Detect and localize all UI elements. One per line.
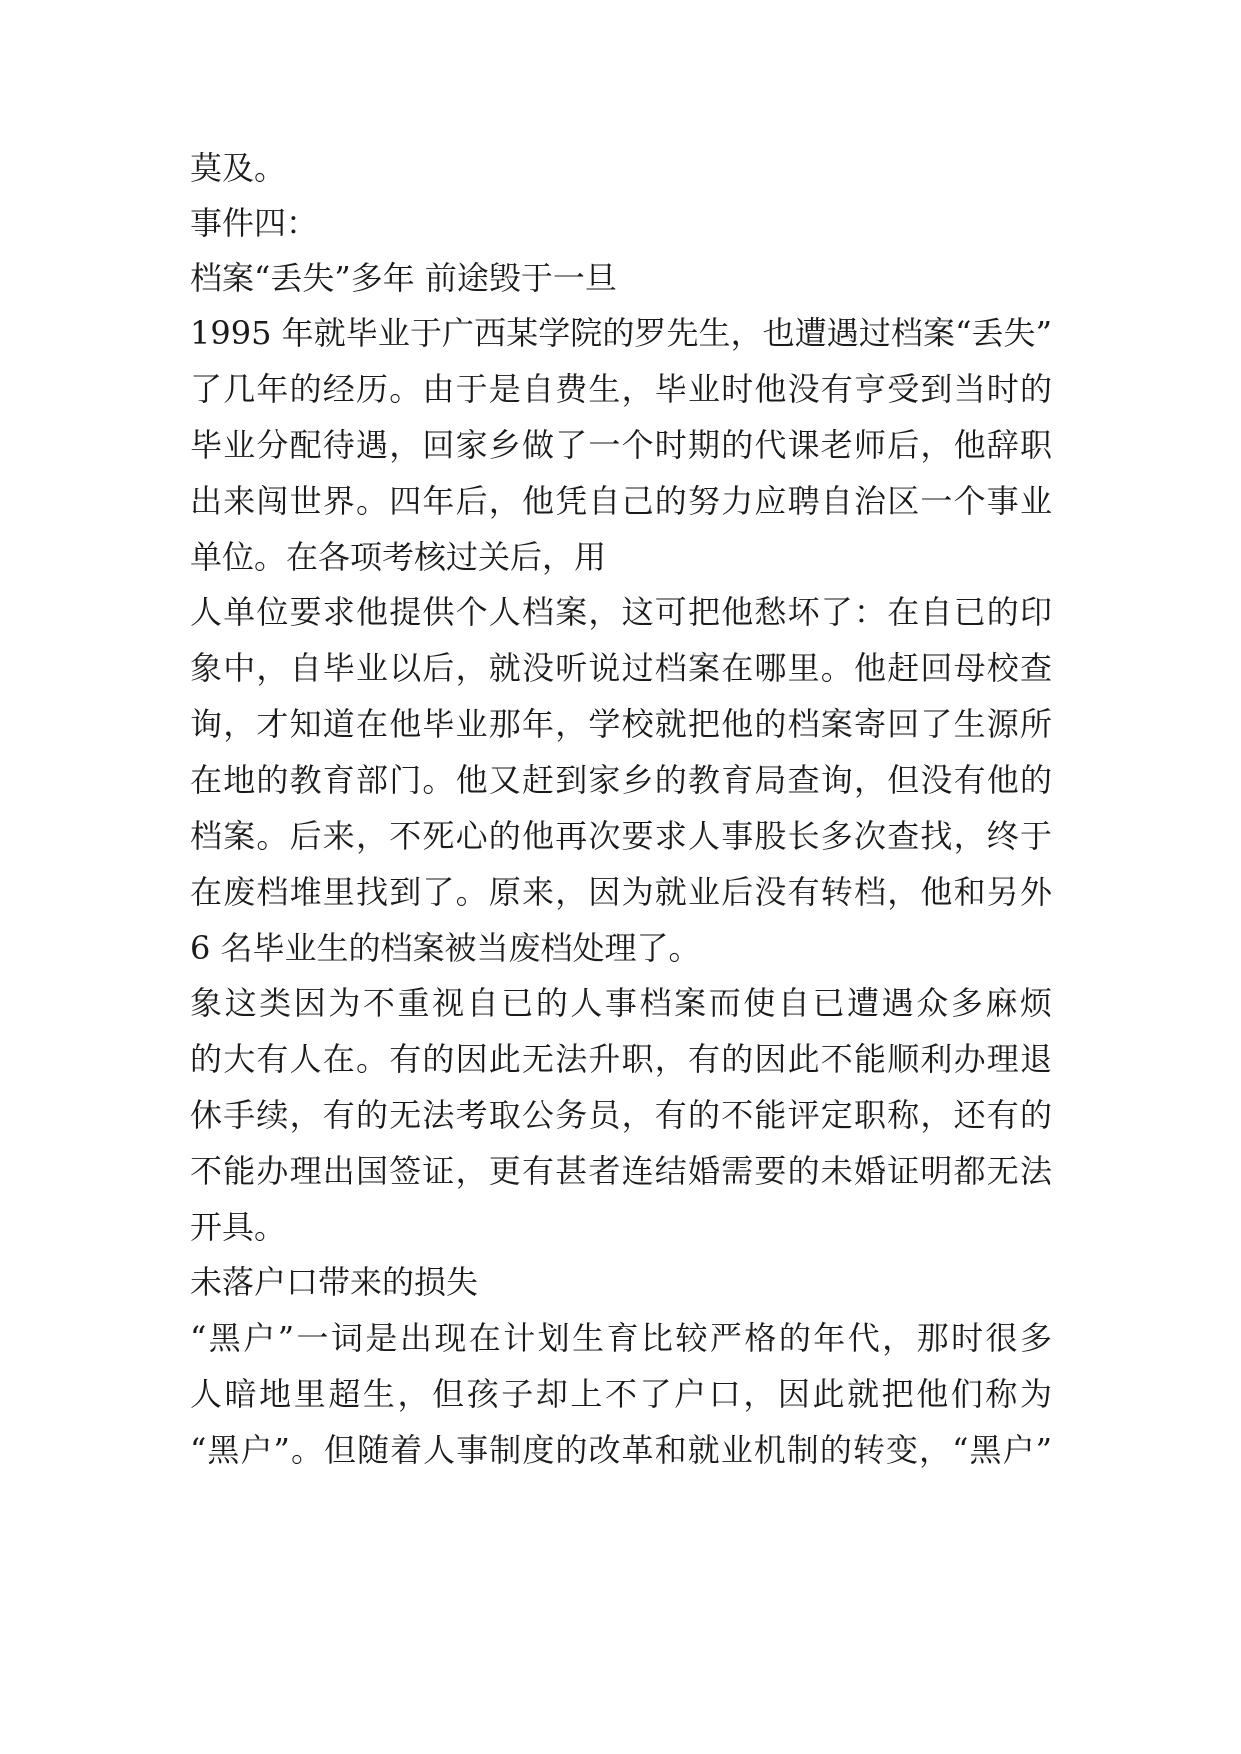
text-line: “黑户”。但随着人事制度的改革和就业机制的转变，“黑户” bbox=[190, 1431, 1052, 1469]
text-line: 开具。 bbox=[190, 1208, 287, 1246]
text-line: 出来闯世界。四年后，他凭自己的努力应聘自治区一个事业 bbox=[190, 482, 1052, 520]
text-line: 象中，自毕业以后，就没听说过档案在哪里。他赶回母校查 bbox=[190, 649, 1052, 687]
text-line: 在废档堆里找到了。原来，因为就业后没有转档，他和另外 bbox=[190, 873, 1052, 911]
text-line: 单位。在各项考核过关后，用 bbox=[190, 538, 607, 576]
text-line: 了几年的经历。由于是自费生，毕业时他没有亨受到当时的 bbox=[190, 370, 1052, 408]
text-line: 人单位要求他提供个人档案，这可把他愁坏了：在自已的印 bbox=[190, 593, 1052, 631]
text-line: 档案。后来，不死心的他再次要求人事股长多次查找，终于 bbox=[190, 817, 1052, 855]
section-heading: 档案“丢失”多年 前途毁于一旦 bbox=[190, 259, 617, 297]
text-line: 在地的教育部门。他又赶到家乡的教育局查询，但没有他的 bbox=[190, 761, 1052, 799]
text-line: 询，才知道在他毕业那年，学校就把他的档案寄回了生源所 bbox=[190, 705, 1052, 743]
text-line: 不能办理出国签证，更有甚者连结婚需要的未婚证明都无法 bbox=[190, 1152, 1052, 1190]
text-line: 象这类因为不重视自已的人事档案而使自已遭遇众多麻烦 bbox=[190, 984, 1052, 1022]
section-heading: 未落户口带来的损失 bbox=[190, 1263, 479, 1301]
text-line: 6 名毕业生的档案被当废档处理了。 bbox=[190, 929, 701, 967]
text-line: 毕业分配待遇，回家乡做了一个时期的代课老师后，他辞职 bbox=[190, 426, 1052, 464]
text-line: 1995 年就毕业于广西某学院的罗先生，也遭遇过档案“丢失” bbox=[190, 314, 1052, 352]
text-line: 人暗地里超生，但孩子却上不了户口，因此就把他们称为 bbox=[190, 1375, 1052, 1413]
text-line: 的大有人在。有的因此无法升职，有的因此不能顺利办理退 bbox=[190, 1040, 1052, 1078]
text-line: 事件四： bbox=[190, 204, 319, 242]
text-line: 休手续，有的无法考取公务员，有的不能评定职称，还有的 bbox=[190, 1096, 1052, 1134]
text-line: “黑户”一词是出现在计划生育比较严格的年代，那时很多 bbox=[190, 1319, 1052, 1357]
text-line: 莫及。 bbox=[190, 149, 287, 187]
